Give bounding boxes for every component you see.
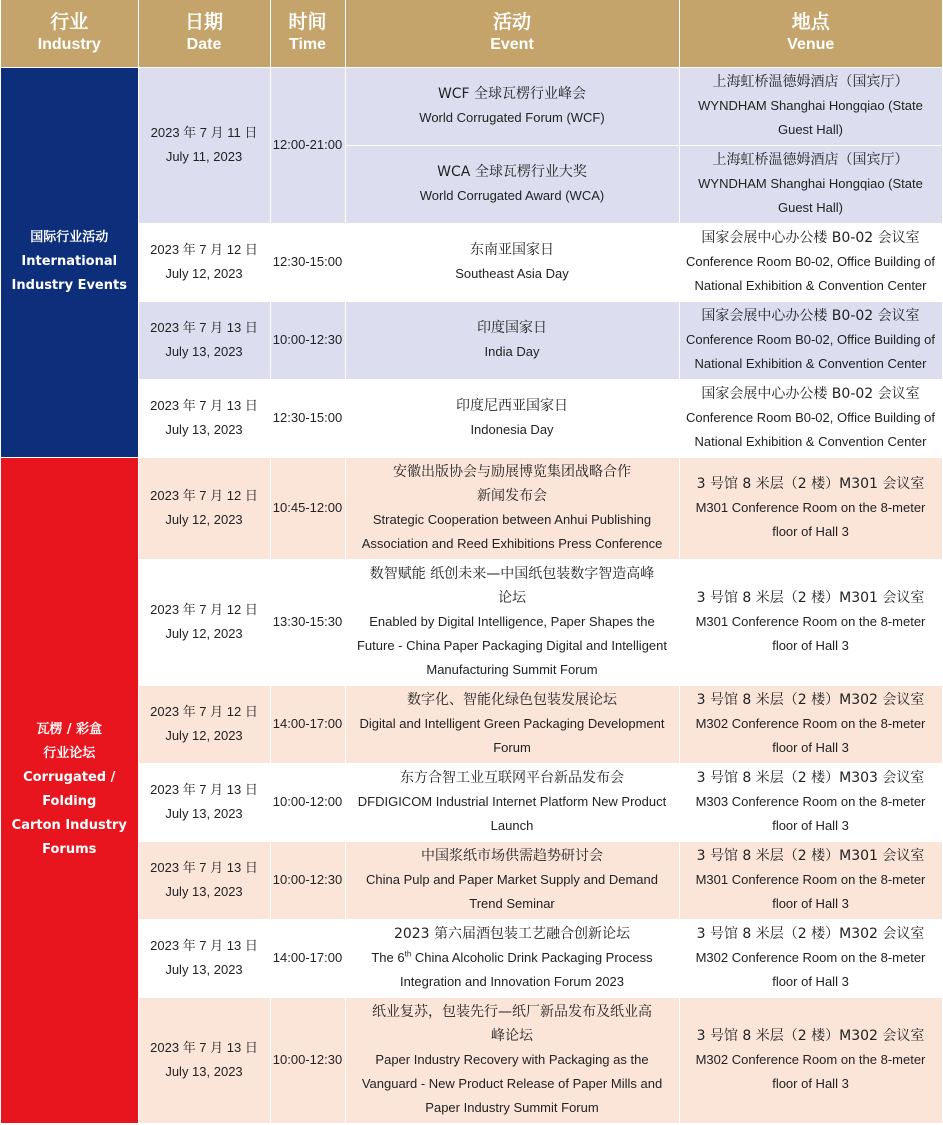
time-cell: 14:00-17:00: [270, 919, 345, 997]
time-cell: 10:00-12:30: [270, 841, 345, 919]
event-cell: 印度尼西亚国家日 Indonesia Day: [345, 379, 679, 457]
time-cell: 10:45-12:00: [270, 457, 345, 559]
table-row: [1, 379, 942, 457]
venue-cell: 3 号馆 8 米层（2 楼）M301 会议室 M301 Conference Room on the 8-meter floor of Hall 3: [679, 841, 942, 919]
table-row: [1, 559, 942, 685]
event-cell: 纸业复苏，包装先行—纸厂新品发布及纸业高 峰论坛 Paper Industry Recovery with Packaging as the Vanguard - New Product Release of Paper Mills and Paper Industry Summit Forum: [345, 997, 679, 1123]
venue-cell: 国家会展中心办公楼 B0-02 会议室 Conference Room B0-02, Office Building of National Exhibition & Convention Center: [679, 301, 942, 379]
table-row: [1, 841, 942, 919]
date-cell: 2023 年 7 月 13 日 July 13, 2023: [138, 379, 270, 457]
date-cell: 2023 年 7 月 13 日 July 13, 2023: [138, 997, 270, 1123]
time-cell: 12:30-15:00: [270, 223, 345, 301]
event-cell: WCF 全球瓦楞行业峰会 World Corrugated Forum (WCF): [345, 67, 679, 145]
table-row: [1, 457, 942, 559]
event-cell: 东南亚国家日 Southeast Asia Day: [345, 223, 679, 301]
header-industry: 行业 Industry: [1, 0, 138, 67]
time-cell: 10:00-12:30: [270, 997, 345, 1123]
event-cell: 安徽出版协会与励展博览集团战略合作 新闻发布会 Strategic Cooperation between Anhui Publishing Association and Reed Exhibitions Press Conference: [345, 457, 679, 559]
time-cell: 12:00-21:00: [270, 67, 345, 223]
table-row: [1, 223, 942, 301]
event-cell: 东方合智工业互联网平台新品发布会 DFDIGICOM Industrial Internet Platform New Product Launch: [345, 763, 679, 841]
time-cell: 10:00-12:30: [270, 301, 345, 379]
table-row: [1, 919, 942, 997]
time-cell: 14:00-17:00: [270, 685, 345, 763]
date-cell: 2023 年 7 月 13 日 July 13, 2023: [138, 301, 270, 379]
header-row: [1, 0, 942, 67]
event-title-ordinal: The 6th China Alcoholic Drink Packaging Process: [371, 949, 653, 965]
time-cell: 13:30-15:30: [270, 559, 345, 685]
venue-cell: 3 号馆 8 米层（2 楼）M301 会议室 M301 Conference Room on the 8-meter floor of Hall 3: [679, 457, 942, 559]
venue-cell: 上海虹桥温德姆酒店（国宾厅） WYNDHAM Shanghai Hongqiao (State Guest Hall): [679, 145, 942, 223]
event-cell: 中国浆纸市场供需趋势研讨会 China Pulp and Paper Market Supply and Demand Trend Seminar: [345, 841, 679, 919]
header-venue: 地点 Venue: [679, 0, 942, 67]
venue-cell: 3 号馆 8 米层（2 楼）M303 会议室 M303 Conference Room on the 8-meter floor of Hall 3: [679, 763, 942, 841]
date-cell: 2023 年 7 月 12 日 July 12, 2023: [138, 457, 270, 559]
venue-cell: 3 号馆 8 米层（2 楼）M302 会议室 M302 Conference Room on the 8-meter floor of Hall 3: [679, 685, 942, 763]
date-cell: 2023 年 7 月 11 日 July 11, 2023: [138, 67, 270, 223]
venue-cell: 3 号馆 8 米层（2 楼）M301 会议室 M301 Conference Room on the 8-meter floor of Hall 3: [679, 559, 942, 685]
header-event: 活动 Event: [345, 0, 679, 67]
date-cell: 2023 年 7 月 12 日 July 12, 2023: [138, 559, 270, 685]
table-row: [1, 763, 942, 841]
event-cell: 2023 第六届酒包装工艺融合创新论坛 The 6th China Alcoholic Drink Packaging Process Integration and Innovation Forum 2023: [345, 919, 679, 997]
date-cell: 2023 年 7 月 13 日 July 13, 2023: [138, 763, 270, 841]
venue-cell: 3 号馆 8 米层（2 楼）M302 会议室 M302 Conference Room on the 8-meter floor of Hall 3: [679, 997, 942, 1123]
category-corrugated-forums: 瓦楞 / 彩盒 行业论坛 Corrugated / Folding Carton Industry Forums: [1, 457, 138, 1123]
date-cell: 2023 年 7 月 12 日 July 12, 2023: [138, 685, 270, 763]
date-cell: 2023 年 7 月 13 日 July 13, 2023: [138, 841, 270, 919]
event-cell: WCA 全球瓦楞行业大奖 World Corrugated Award (WCA): [345, 145, 679, 223]
venue-cell: 上海虹桥温德姆酒店（国宾厅） WYNDHAM Shanghai Hongqiao (State Guest Hall): [679, 67, 942, 145]
date-cell: 2023 年 7 月 12 日 July 12, 2023: [138, 223, 270, 301]
table-row: [1, 301, 942, 379]
event-cell: 数智赋能 纸创未来—中国纸包装数字智造高峰 论坛 Enabled by Digital Intelligence, Paper Shapes the Future - China Paper Packaging Digital and Intelligent Manufacturing Summit Forum: [345, 559, 679, 685]
table-row: [1, 997, 942, 1123]
event-cell: 印度国家日 India Day: [345, 301, 679, 379]
table-row: [1, 685, 942, 763]
venue-cell: 国家会展中心办公楼 B0-02 会议室 Conference Room B0-02, Office Building of National Exhibition & Convention Center: [679, 223, 942, 301]
header-date: 日期 Date: [138, 0, 270, 67]
header-time: 时间 Time: [270, 0, 345, 67]
time-cell: 12:30-15:00: [270, 379, 345, 457]
date-cell: 2023 年 7 月 13 日 July 13, 2023: [138, 919, 270, 997]
time-cell: 10:00-12:00: [270, 763, 345, 841]
venue-cell: 国家会展中心办公楼 B0-02 会议室 Conference Room B0-02, Office Building of National Exhibition & Convention Center: [679, 379, 942, 457]
schedule-table: [1, 0, 943, 1124]
table-row: [1, 67, 942, 145]
category-international: 国际行业活动 International Industry Events: [1, 67, 138, 457]
venue-cell: 3 号馆 8 米层（2 楼）M302 会议室 M302 Conference Room on the 8-meter floor of Hall 3: [679, 919, 942, 997]
event-cell: 数字化、智能化绿色包装发展论坛 Digital and Intelligent Green Packaging Development Forum: [345, 685, 679, 763]
